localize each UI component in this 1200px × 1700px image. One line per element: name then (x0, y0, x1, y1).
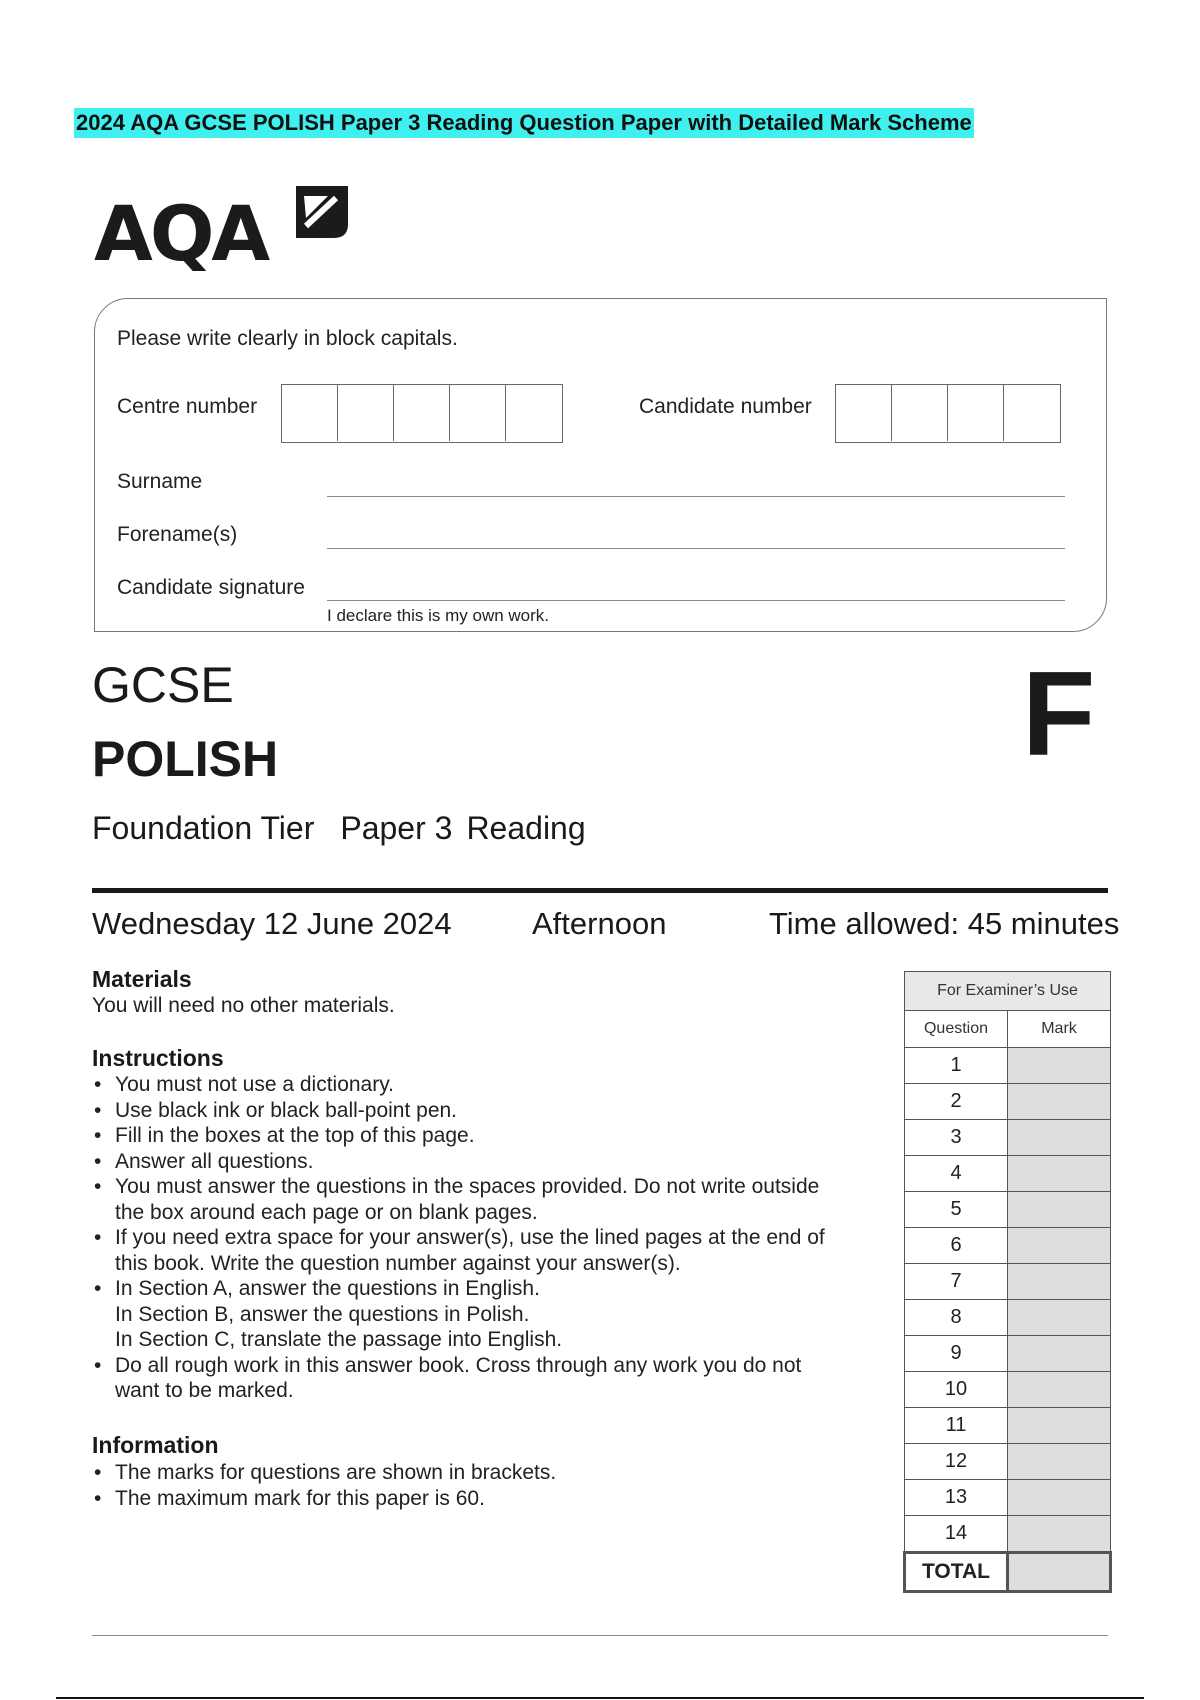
table-row: 8 (905, 1300, 1111, 1336)
forename-field[interactable] (327, 548, 1065, 549)
mark-cell (1008, 1300, 1111, 1336)
signature-label: Candidate signature (117, 576, 305, 599)
table-row: 3 (905, 1120, 1111, 1156)
centre-number-label: Centre number (117, 395, 258, 418)
list-item: • Answer all questions. (92, 1149, 892, 1175)
mark-cell (1008, 1228, 1111, 1264)
aqa-logo (94, 184, 354, 284)
table-row: 9 (905, 1336, 1111, 1372)
mark-cell (1008, 1444, 1111, 1480)
mark-cell (1008, 1264, 1111, 1300)
mark-column-header: Mark (1008, 1011, 1111, 1048)
instructions-list (92, 1072, 892, 1404)
table-row: 4 (905, 1156, 1111, 1192)
list-item: • If you need extra space for your answer(s), use the lined pages at the end of this book. Write the question number against your answer(s). (92, 1225, 892, 1276)
total-row (905, 1553, 1111, 1592)
table-row: 14 (905, 1516, 1111, 1553)
title-divider (92, 888, 1108, 893)
tier-name: Foundation Tier (92, 810, 315, 846)
signature-field[interactable] (327, 600, 1065, 601)
list-item: • The maximum mark for this paper is 60. (92, 1486, 892, 1512)
centre-number-boxes[interactable] (281, 384, 563, 443)
surname-field[interactable] (327, 496, 1065, 497)
table-row: 11 (905, 1408, 1111, 1444)
mark-cell (1008, 1480, 1111, 1516)
centre-number-digit[interactable] (394, 385, 450, 441)
mark-cell (1008, 1048, 1111, 1084)
time-allowed: Time allowed: 45 minutes (769, 906, 1120, 941)
mark-cell (1008, 1084, 1111, 1120)
materials-text: You will need no other materials. (92, 994, 395, 1017)
block-capitals-instruction: Please write clearly in block capitals. (117, 327, 458, 350)
instructions-heading: Instructions (92, 1045, 224, 1071)
surname-label: Surname (117, 470, 203, 493)
mark-cell (1008, 1120, 1111, 1156)
exam-period: Afternoon (532, 906, 667, 941)
aqa-leaf-icon (294, 184, 350, 240)
candidate-number-digit[interactable] (892, 385, 948, 441)
question-column-header: Question (905, 1011, 1008, 1048)
centre-number-digit[interactable] (450, 385, 506, 441)
mark-cell (1008, 1516, 1111, 1553)
table-row: 10 (905, 1372, 1111, 1408)
aqa-logo-text: AQA (94, 189, 268, 278)
mark-cell (1008, 1372, 1111, 1408)
tier-letter: F (1022, 647, 1096, 781)
document-banner: 2024 AQA GCSE POLISH Paper 3 Reading Question Paper with Detailed Mark Scheme (74, 108, 974, 138)
exam-date: Wednesday 12 June 2024 (92, 906, 452, 941)
candidate-number-digit[interactable] (1004, 385, 1060, 441)
candidate-number-label: Candidate number (639, 395, 812, 418)
list-item: • Fill in the boxes at the top of this page. (92, 1123, 892, 1149)
table-row: 6 (905, 1228, 1111, 1264)
table-row: 2 (905, 1084, 1111, 1120)
mark-cell (1008, 1156, 1111, 1192)
information-heading: Information (92, 1432, 219, 1458)
centre-number-digit[interactable] (506, 385, 562, 441)
page-bottom-edge (56, 1697, 1144, 1699)
list-item: • Use black ink or black ball-point pen. (92, 1098, 892, 1124)
list-item: • Do all rough work in this answer book. Cross through any work you do not want to be marked. (92, 1353, 892, 1404)
examiner-use-table (903, 971, 1112, 1593)
centre-number-digit[interactable] (338, 385, 394, 441)
table-row: 7 (905, 1264, 1111, 1300)
table-row: 5 (905, 1192, 1111, 1228)
candidate-details-box (94, 298, 1107, 632)
paper-number: Paper 3 (340, 810, 453, 846)
list-item: • In Section A, answer the questions in English. In Section B, answer the questions in Polish. In Section C, translate the passage into English. (92, 1276, 892, 1353)
subject-title: POLISH (92, 731, 279, 787)
candidate-number-boxes[interactable] (835, 384, 1061, 443)
total-label: TOTAL (905, 1553, 1008, 1592)
list-item: • You must answer the questions in the spaces provided. Do not write outside the box around each page or on blank pages. (92, 1174, 892, 1225)
table-row: 12 (905, 1444, 1111, 1480)
total-mark-cell (1008, 1553, 1111, 1592)
mark-cell (1008, 1408, 1111, 1444)
component-name: Reading (466, 810, 586, 846)
qualification-title: GCSE (92, 657, 234, 713)
mark-cell (1008, 1192, 1111, 1228)
examiner-table-title: For Examiner’s Use (905, 972, 1111, 1011)
list-item: • You must not use a dictionary. (92, 1072, 892, 1098)
paper-details (92, 810, 612, 847)
candidate-number-digit[interactable] (948, 385, 1004, 441)
list-item: • The marks for questions are shown in brackets. (92, 1460, 892, 1486)
table-row: 1 (905, 1048, 1111, 1084)
footer-divider (92, 1635, 1108, 1636)
centre-number-digit[interactable] (282, 385, 338, 441)
candidate-number-digit[interactable] (836, 385, 892, 441)
information-list (92, 1460, 892, 1511)
table-row: 13 (905, 1480, 1111, 1516)
declaration-text: I declare this is my own work. (327, 606, 550, 625)
materials-heading: Materials (92, 966, 192, 992)
forename-label: Forename(s) (117, 523, 238, 546)
mark-cell (1008, 1336, 1111, 1372)
